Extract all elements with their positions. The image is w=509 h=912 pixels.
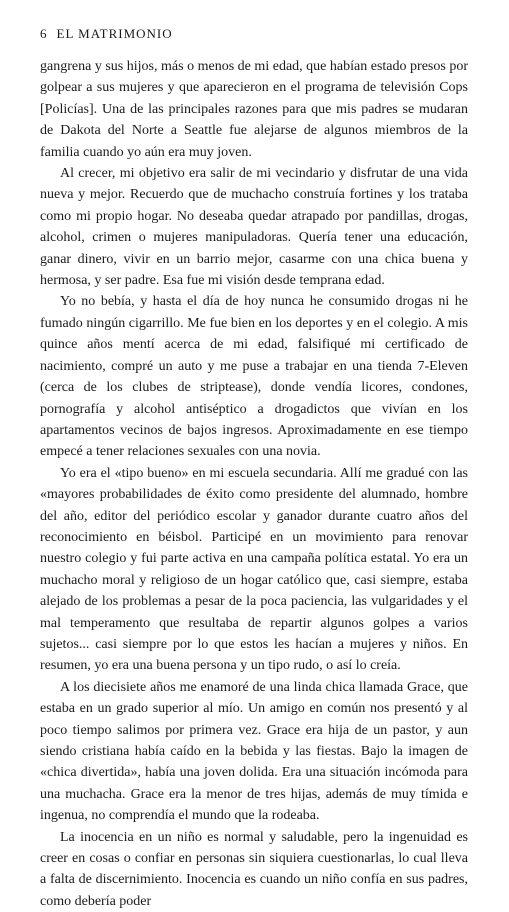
running-title: EL MATRIMONIO: [56, 26, 173, 41]
paragraph-1: gangrena y sus hijos, más o menos de mi edad, que habían estado presos por golpear a sus mujeres y que aparecieron en el programa de televisión Cops [Policías]. Una de las principales razones para que mis padres se mudaran de Dakota del Norte a Seattle fue alejarse de algunos miembros de la familia cuando yo aún era muy joven.: [40, 59, 468, 160]
paragraph-2: Al crecer, mi objetivo era salir de mi vecindario y disfrutar de una vida nueva y mejor. Recuerdo que de muchacho construía fortines y los trataba como mi propio hogar. No deseaba quedar atrapado por pandillas, drogas, alcohol, crimen o mujeres manipuladoras. Quería tener una educación, ganar dinero, vivir en un barrio mejor, casarme con una chica buena y hermosa, y ser padre. Esa fue mi visión desde temprana edad.: [40, 166, 468, 289]
body-text: [40, 56, 468, 912]
page-number: 6: [40, 26, 48, 41]
running-header: [40, 26, 173, 42]
paragraph-5: A los diecisiete años me enamoré de una linda chica llamada Grace, que estaba en un grado superior al mío. Un amigo en común nos presentó y al poco tiempo salimos por primera vez. Grace era hija de un pastor, y aun siendo cristiana había caído en la bebida y las fiestas. Bajo la imagen de «chica divertida», había una joven dolida. Era una situación incómoda para una muchacha. Grace era la menor de tres hijas, además de muy tímida e ingenua, no comprendía el mundo que la rodeaba.: [40, 679, 468, 824]
paragraph-3: Yo no bebía, y hasta el día de hoy nunca he consumido drogas ni he fumado ningún cigarrillo. Me fue bien en los deportes y en el colegio. A mis quince años mentí acerca de mi edad, falsifiqué mi certificado de nacimiento, compré un auto y me puse a trabajar en una tienda 7-Eleven (cerca de los clubes de striptease), donde vendía licores, condones, pornografía y alcohol antiséptico a drogadictos que vivían en los apartamentos vecinos de bajos ingresos. Aproximadamente en ese tiempo empecé a tener relaciones sexuales con una novia.: [40, 294, 468, 460]
paragraph-4: Yo era el «tipo bueno» en mi escuela secundaria. Allí me gradué con las «mayores probabilidades de éxito como presidente del alumnado, hombre del año, editor del periódico escolar y ganador durante cuatro años del reconocimiento en béisbol. Participé en un movimiento para renovar nuestro colegio y fui parte activa en una campaña política estatal. Yo era un muchacho moral y religioso de un hogar católico que, casi siempre, estaba alejado de los problemas a pesar de la poca paciencia, las vulgaridades y el mal temperamento que resultaba de repartir algunos golpes a varios sujetos... casi siempre por lo que estos les hacían a mujeres y niños. En resumen, yo era una buena persona y un tipo rudo, o así lo creía.: [40, 465, 468, 674]
paragraph-6: La inocencia en un niño es normal y saludable, pero la ingenuidad es creer en cosas o confiar en personas sin siquiera cuestionarlas, lo cual lleva a falta de discernimiento. Inocencia es cuando un niño confía en sus padres, como debería poder: [40, 829, 468, 909]
